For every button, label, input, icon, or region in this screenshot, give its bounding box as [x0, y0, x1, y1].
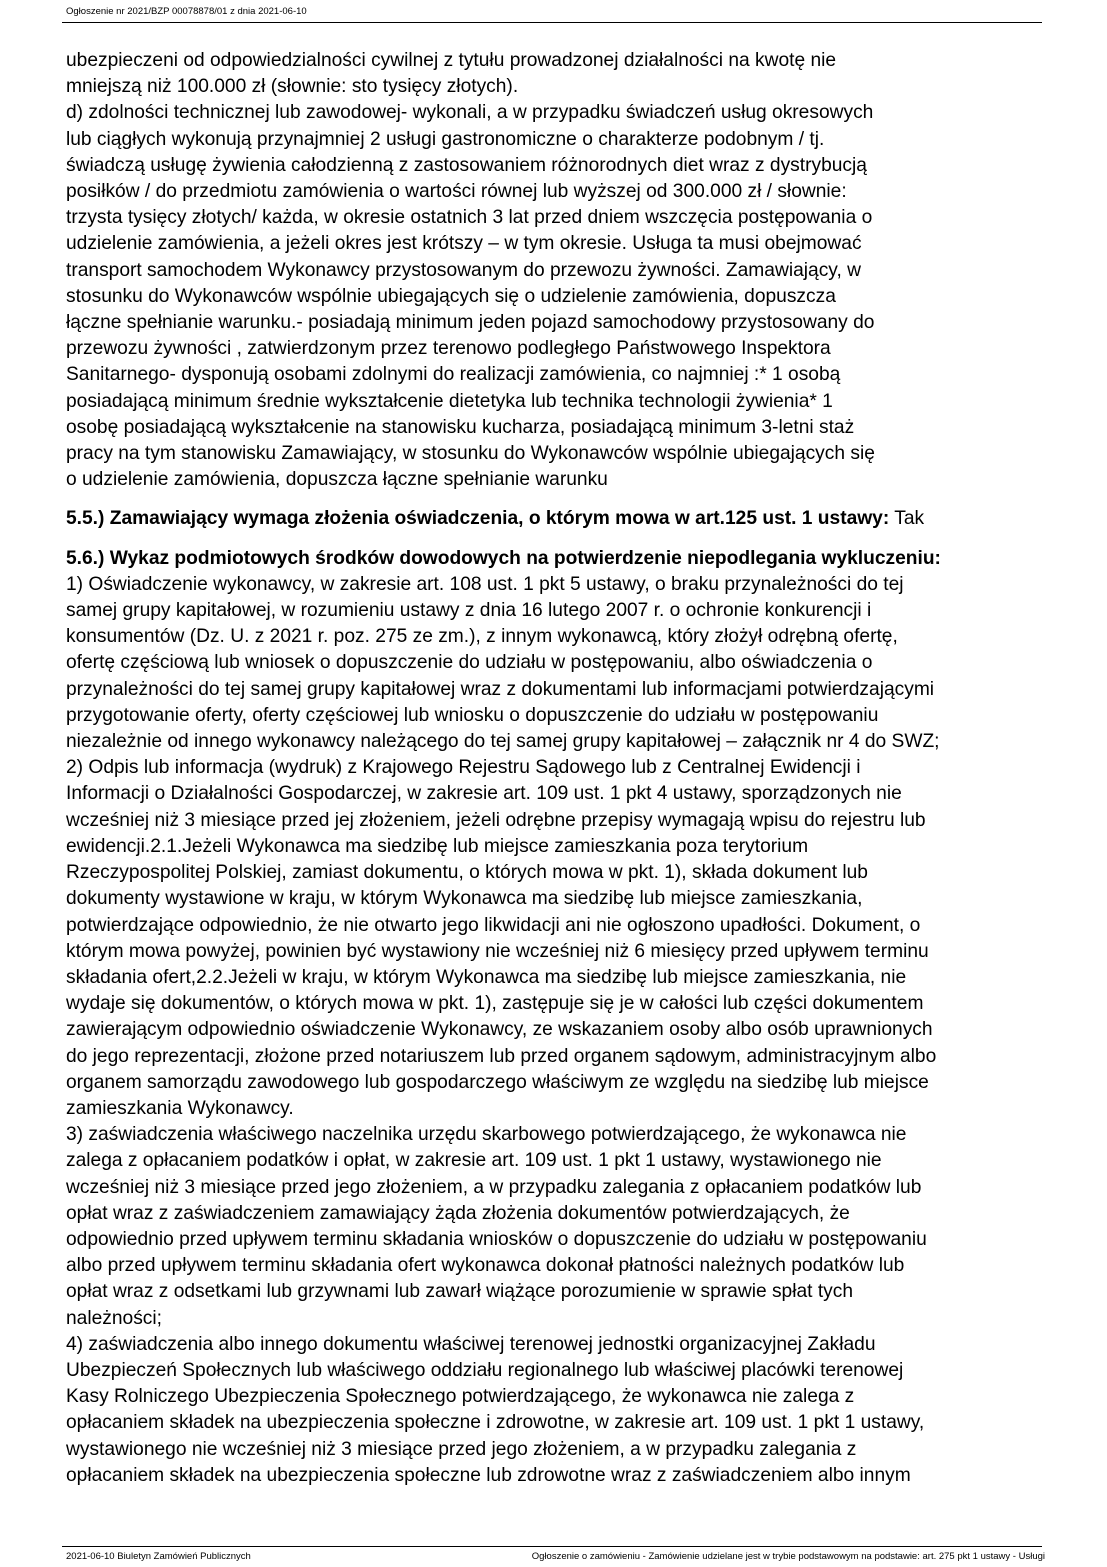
text-line: ubezpieczeni od odpowiedzialności cywilnej z tytułu prowadzonej działalności na kwotę nie: [66, 50, 837, 71]
text-line: niezależnie od innego wykonawcy należącego do tej samej grupy kapitałowej – załącznik nr 4 do SWZ;: [66, 731, 940, 753]
text-line: Informacji o Działalności Gospodarczej, w zakresie art. 109 ust. 1 pkt 4 ustawy, sporządzonych nie: [66, 783, 902, 805]
text-line: ofertę częściową lub wniosek o dopuszczenie do udziału w postępowaniu, albo oświadczenia o: [66, 652, 873, 674]
text-line: opłat wraz z zaświadczeniem zamawiający żąda złożenia dokumentów potwierdzających, że: [66, 1202, 850, 1224]
text-line: konsumentów (Dz. U. z 2021 r. poz. 275 ze zm.), z innym wykonawcą, który złożył odrębną ofertę,: [66, 626, 898, 648]
text-line: udzielenie zamówienia, a jeżeli okres jest krótszy – w tym okresie. Usługa ta musi obejmować: [66, 233, 862, 255]
text-line: Sanitarnego- dysponują osobami zdolnymi do realizacji zamówienia, co najmniej :* 1 osobą: [66, 364, 841, 386]
section-5-5-heading: 5.5.) Zamawiający wymaga złożenia oświadczenia, o którym mowa w art.125 ust. 1 ustawy:: [66, 508, 890, 530]
header-divider: [62, 22, 1042, 23]
section-5-5-answer: Tak: [894, 508, 925, 530]
text-line: przynależności do tej samej grupy kapitałowej wraz z dokumentami lub informacjami potwierdzającymi: [66, 678, 935, 700]
page-header: Ogłoszenie nr 2021/BZP 00078878/01 z dnia 2021-06-10: [66, 6, 307, 17]
text-line: opłacaniem składek na ubezpieczenia społeczne i zdrowotne, w zakresie art. 109 ust. 1 pkt 1 ustawy,: [66, 1412, 925, 1434]
text-line: opłat wraz z odsetkami lub grzywnami lub zawarł wiążące porozumienie w sprawie spłat tych: [66, 1281, 854, 1303]
text-line: 4) zaświadczenia albo innego dokumentu właściwej terenowej jednostki organizacyjnej Zakładu: [66, 1333, 876, 1355]
text-line: łączne spełnianie warunku.- posiadają minimum jeden pojazd samochodowy przystosowany do: [66, 312, 875, 334]
text-line: 3) zaświadczenia właściwego naczelnika urzędu skarbowego potwierdzającego, że wykonawca nie: [66, 1124, 907, 1146]
text-line: pracy na tym stanowisku Zamawiający, w stosunku do Wykonawców wspólnie ubiegających się: [66, 443, 875, 465]
text-line: Rzeczypospolitej Polskiej, zamiast dokumentu, o których mowa w pkt. 1), składa dokument lub: [66, 862, 868, 884]
text-line: potwierdzające odpowiednio, że nie otwarto jego likwidacji ani nie ogłoszono upadłości. Dokument, o: [66, 914, 921, 936]
text-line: samej grupy kapitałowej, w rozumieniu ustawy z dnia 16 lutego 2007 r. o ochronie konkurencji i: [66, 600, 872, 622]
section-5-6-heading: 5.6.) Wykaz podmiotowych środków dowodowych na potwierdzenie niepodlegania wykluczeniu:: [66, 547, 941, 569]
text-line: stosunku do Wykonawców wspólnie ubiegających się o udzielenie zamówienia, dopuszcza: [66, 285, 836, 307]
text-line: o udzielenie zamówienia, dopuszcza łączne spełnianie warunku: [66, 469, 608, 491]
text-line: albo przed upływem terminu składania ofert wykonawca dokonał płatności należnych podatków lub: [66, 1255, 905, 1277]
text-line: organem samorządu zawodowego lub gospodarczego właściwym ze względu na siedzibę lub miejsce: [66, 1071, 929, 1093]
text-line: należności;: [66, 1307, 162, 1329]
text-line: przewozu żywności , zatwierdzonym przez terenowo podległego Państwowego Inspektora: [66, 338, 831, 360]
text-line: posiadającą minimum średnie wykształcenie dietetyka lub technika technologii żywienia* 1: [66, 390, 833, 412]
text-line: trzysta tysięcy złotych/ każda, w okresie ostatnich 3 lat przed dniem wszczęcia postępowania o: [66, 207, 873, 229]
text-line: 1) Oświadczenie wykonawcy, w zakresie art. 108 ust. 1 pkt 5 ustawy, o braku przynależności do tej: [66, 573, 904, 595]
text-line: zalega z opłacaniem podatków i opłat, w zakresie art. 109 ust. 1 pkt 1 ustawy, wystawionego nie: [66, 1150, 882, 1172]
text-line: posiłków / do przedmiotu zamówienia o wartości równej lub wyższej od 300.000 zł / słownie:: [66, 181, 847, 203]
text-line: zawierającym odpowiednio oświadczenie Wykonawcy, ze wskazaniem osoby albo osób uprawnionych: [66, 1019, 933, 1041]
section-5-5: [66, 506, 1046, 532]
text-line: świadczą usługę żywienia całodzienną z zastosowaniem różnorodnych diet wraz z dystrybucją: [66, 154, 867, 176]
text-line: Ubezpieczeń Społecznych lub właściwego oddziału regionalnego lub właściwej placówki terenowej: [66, 1359, 904, 1381]
text-line: dokumenty wystawione w kraju, w którym Wykonawca ma siedzibę lub miejsce zamieszkania,: [66, 888, 863, 910]
text-line: 2) Odpis lub informacja (wydruk) z Krajowego Rejestru Sądowego lub z Centralnej Ewidencji i: [66, 757, 861, 779]
text-line: ewidencji.2.1.Jeżeli Wykonawca ma siedzibę lub miejsce zamieszkania poza terytorium: [66, 835, 809, 857]
text-line: do jego reprezentacji, złożone przed notariuszem lub przed organem sądowym, administracyjnym albo: [66, 1045, 937, 1067]
text-line: odpowiednio przed upływem terminu składania wniosków o dopuszczenie do udziału w postępowaniu: [66, 1228, 927, 1250]
footer-divider: [62, 1546, 1042, 1547]
text-line: wydaje się dokumentów, o których mowa w pkt. 1), zastępuje się je w całości lub części dokumentem: [66, 993, 924, 1015]
text-line: Kasy Rolniczego Ubezpieczenia Społecznego potwierdzającego, że wykonawca nie zalega z: [66, 1386, 855, 1408]
text-line: opłacaniem składek na ubezpieczenia społeczne lub zdrowotne wraz z zaświadczeniem albo innym: [66, 1464, 911, 1486]
text-line: wcześniej niż 3 miesiące przed jego złożeniem, a w przypadku zalegania z opłacaniem podatków lub: [66, 1176, 922, 1198]
text-line: mniejszą niż 100.000 zł (słownie: sto tysięcy złotych).: [66, 76, 519, 98]
footer-notice-title: Ogłoszenie o zamówieniu - Zamówienie udzielane jest w trybie podstawowym na podstawie: art. 275 pkt 1 ustawy - Usługi: [531, 1551, 1045, 1562]
section-5-6: [66, 546, 1046, 1489]
text-line: lub ciągłych wykonują przynajmniej 2 usługi gastronomiczne o charakterze podobnym / tj.: [66, 128, 825, 150]
footer-date-source: 2021-06-10 Biuletyn Zamówień Publicznych: [66, 1551, 251, 1562]
text-line: wystawionego nie wcześniej niż 3 miesiące przed jego złożeniem, a w przypadku zalegania z: [66, 1438, 857, 1460]
section-5-5-line: [66, 506, 1046, 532]
text-line: wcześniej niż 3 miesiące przed jej złożeniem, jeżeli odrębne przepisy wymagają wpisu do rejestru lub: [66, 809, 926, 831]
text-line: d) zdolności technicznej lub zawodowej- wykonali, a w przypadku świadczeń usług okresowych: [66, 102, 874, 124]
text-line: przygotowanie oferty, oferty częściowej lub wniosku o dopuszczenie do udziału w postępowaniu: [66, 704, 879, 726]
section-conditions-continued: [66, 48, 1046, 493]
text-line: składania ofert,2.2.Jeżeli w kraju, w którym Wykonawca ma siedzibę lub miejsce zamieszkania, nie: [66, 966, 907, 988]
text-line: zamieszkania Wykonawcy.: [66, 1097, 294, 1119]
text-line: transport samochodem Wykonawcy przystosowanym do przewozu żywności. Zamawiający, w: [66, 259, 861, 281]
text-line: osobę posiadającą wykształcenie na stanowisku kucharza, posiadającą minimum 3-letni staż: [66, 416, 855, 438]
document-body: [66, 48, 1046, 1489]
text-line: którym mowa powyżej, powinien być wystawiony nie wcześniej niż 6 miesięcy przed upływem terminu: [66, 940, 929, 962]
